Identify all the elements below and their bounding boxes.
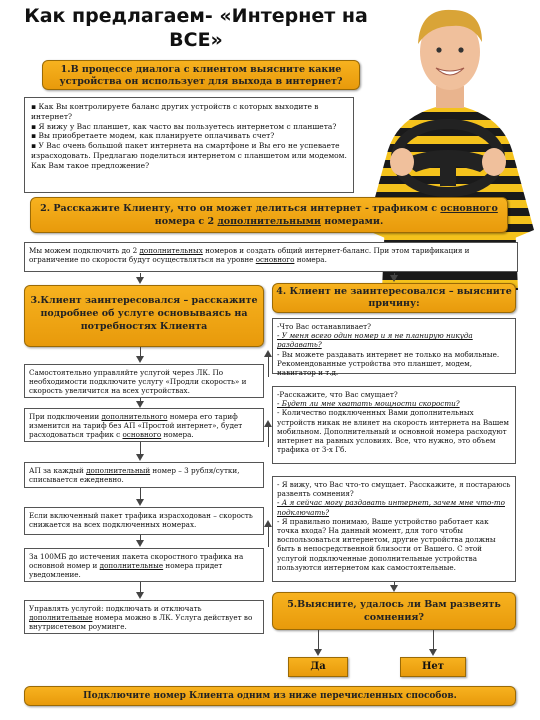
step1-bullet: ▪ Как Вы контролируете баланс других устройств с которых выходите в интернет? [31,102,319,121]
step2-box: 2. Расскажите Клиенту, что он может делиться интернет - трафиком с основного номера с 2 дополнительными номерами. [30,197,508,233]
arrow-down-icon [136,592,144,599]
arrow-down-icon [136,540,144,547]
step3-box: 3.Клиент заинтересовался – расскажите подробнее об услуге основываясь на потребностях Клиента [24,285,264,347]
arrow-line [318,630,319,650]
step4-objection-box: - Я вижу, что Вас что-то смущает. Расскажите, я постараюсь развеять сомнения? - А я сейчас могу раздавать интернет, зачем мне что-то подключать? - Я правильно понимаю, Ваше устройство работает как точка входа? На данный момент, для того чтобы воспользоваться интернетом, другие устройства должны быть в непосредственной близости от Вашего. С этой услугой подключенные дополнительные устройства пользуются интернетом как самостоятельные. [272,476,516,582]
step4-objection-box: -Расскажите, что Вас смущает? - Будет ли мне хватать мощности скорости? - Количество подключенных Вами дополнительных устройств никак не влияет на скорость интернета на Вашем мобильном. Дополнительный и основной номера расходуют интернет на равных условиях. Все, что нужно, это объем трафика от 3-х Гб. [272,386,516,464]
arrow-down-icon [136,277,144,284]
step5-box: 5.Выясните, удалось ли Вам развеять сомнения? [272,592,516,630]
arrow-line [268,357,269,377]
step3-info-box: При подключении дополнительного номера его тариф изменится на тариф без АП «Простой интернет», будет расходоваться трафик с основного номера. [24,408,264,442]
step2-info-box: Мы можем подключить до 2 дополнительных номеров и создать общий интернет-баланс. При этом тарификация и ограничение по скорости будут осуществляться на уровне основного номера. [24,242,518,272]
step1-bullet: ▪ У Вас очень большой пакет интернета на смартфоне и Вы его не успеваете израсходовать. Предлагаю поделиться интернетом с планшетом или модемом. Как Вам такое предложение? [31,141,347,170]
arrow-line [433,630,434,650]
step4-objection-box: -Что Вас останавливает? - У меня всего один номер и я не планирую никуда раздавать? - Вы можете раздавать интернет не только на мобильные. Рекомендованные устройства это планшет, модем, навигатор и т.д. [272,318,516,374]
step3-info-box: За 100МБ до истечения пакета скоростного трафика на основной номер и дополнительные номера придет уведомление. [24,548,264,582]
no-button[interactable]: Нет [400,657,466,677]
step3-info-box: Управлять услугой: подключать и отключать дополнительные номера можно в ЛК. Услуга действует во внутрисетевом роуминге. [24,600,264,634]
arrow-down-icon [136,499,144,506]
arrow-up-icon [264,350,272,357]
step1-bullet: ▪ Вы приобретаете модем, как планируете оплачивать счет? [31,131,275,141]
arrow-line [268,427,269,447]
arrow-line [268,527,269,547]
arrow-down-icon [390,585,398,592]
arrow-up-icon [264,520,272,527]
step3-info-box: АП за каждый дополнительный номер – 3 рубля/сутки, списывается ежедневно. [24,462,264,488]
final-instruction-box: Подключите номер Клиента одним из ниже перечисленных способов. [24,686,516,706]
yes-button[interactable]: Да [288,657,348,677]
arrow-down-icon [429,649,437,656]
step1-heading: 1.В процессе диалога с клиентом выясните какие устройства он использует для выхода в интернет? [59,64,343,87]
step1-question-list [24,97,354,193]
step4-box: 4. Клиент не заинтересовался – выясните причину: [272,283,516,313]
arrow-down-icon [136,356,144,363]
arrow-down-icon [136,401,144,408]
step1-bullet: ▪ Я вижу у Вас планшет, как часто вы пользуетесь интернетом с планшета? [31,121,337,131]
page-title: Как предлагаем- «Интернет на ВСЕ» [24,5,368,51]
arrow-up-icon [264,420,272,427]
arrow-down-icon [136,454,144,461]
step1-question-box [42,60,360,90]
step3-info-box: Самостоятельно управляйте услугой через ЛК. По необходимости подключите услугу «Продли скорость» и скорость увеличится на всех устройствах. [24,364,264,398]
arrow-down-icon [314,649,322,656]
arrow-down-icon [390,275,398,282]
step3-info-box: Если включенный пакет трафика израсходован – скорость снижается на всех подключенных номерах. [24,507,264,535]
